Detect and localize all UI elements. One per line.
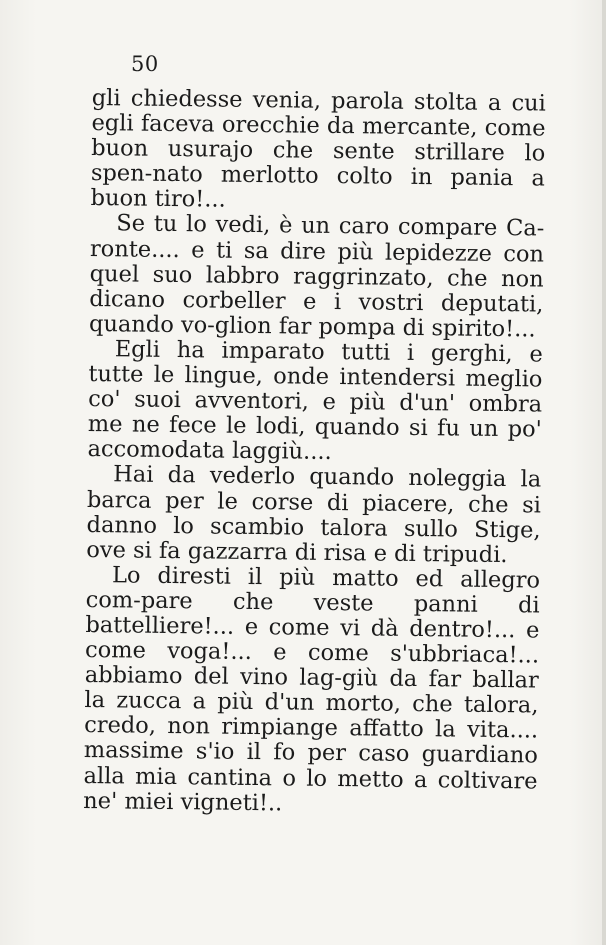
page-number: 50 (131, 52, 159, 76)
paragraph-5: Lo diresti il più matto ed allegro com-pare che veste panni di battelliere!... e come vi dà dentro!... e come voga!... e come s'ubbriaca!... abbiamo del vino lag-giù da far ballar la zucca a più d'un morto, che talora, credo, non rimpiange affatto la vita.... massime s'io il fo per caso guardiano alla mia cantina o lo metto a coltivare ne' miei vigneti!.. (83, 562, 541, 817)
paragraph-2: Se tu lo vedi, è un caro compare Ca-ronte.... e ti sa dire più lepidezze con quel suo labbro raggrinzato, che non dicano corbeller e i vostri deputati, quando vo-glion far pompa di spirito!... (88, 210, 545, 343)
body-text (83, 86, 546, 819)
paragraph-1: gli chiedesse venia, parola stolta a cui egli faceva orecchie da mercante, come buon usurajo che sente strillare lo spen-nato merlotto colto in pania a buon tiro!... (90, 85, 546, 214)
page-edge (602, 0, 606, 945)
paragraph-4: Hai da vederlo quando noleggia la barca per le corse di piacere, che si danno lo scambio talora sullo Stige, ove si fa gazzarra di risa e di tripudi. (86, 461, 542, 568)
paragraph-3: Egli ha imparato tutti i gerghi, e tutte le lingue, onde intendersi meglio co' suoi avventori, e più d'un' ombra me ne fece le lodi, quando si fu un po' accomodata laggiù.... (87, 336, 543, 466)
